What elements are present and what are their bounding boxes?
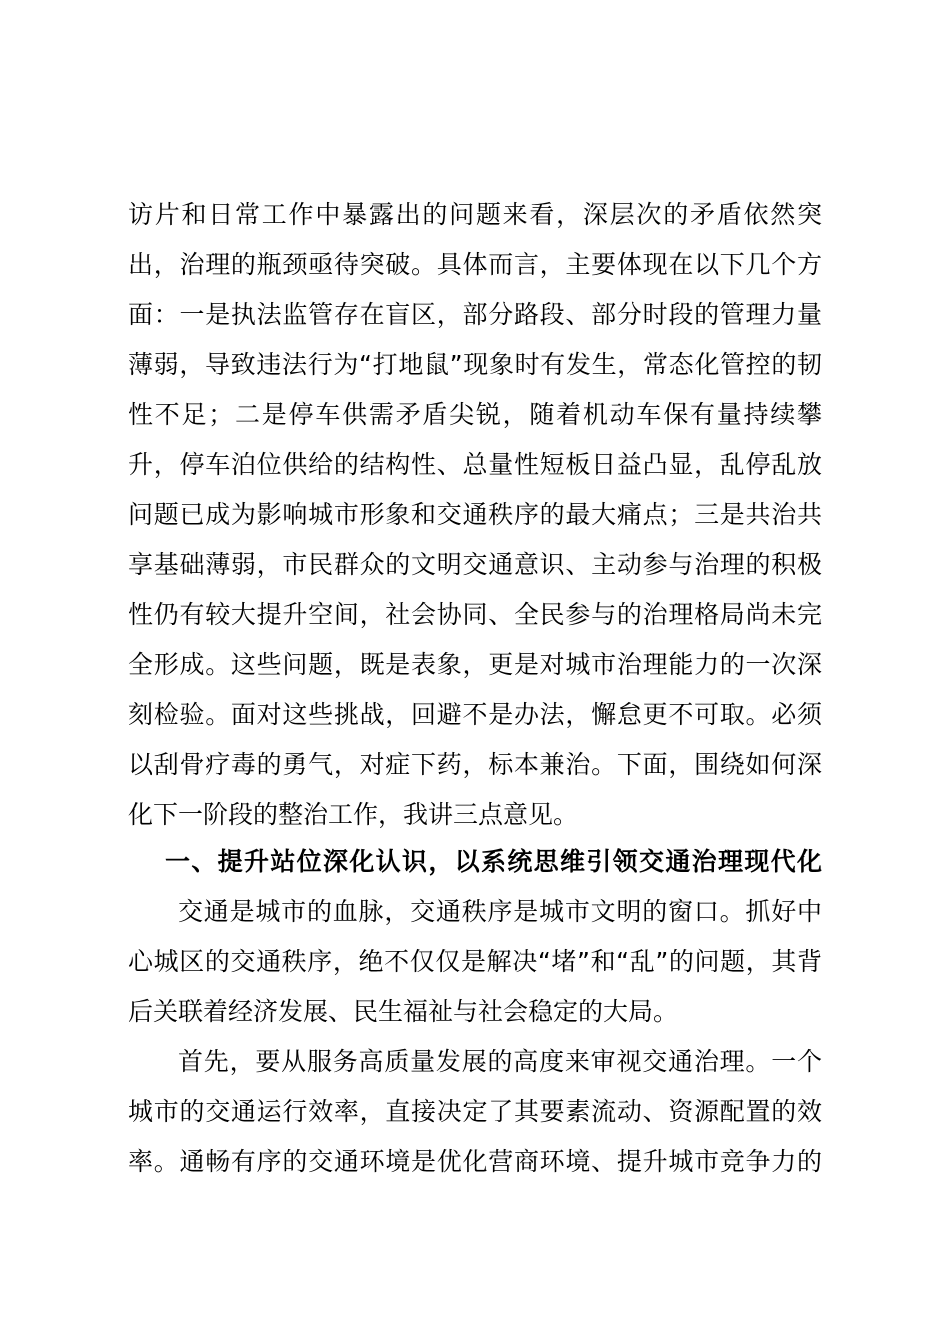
text-line: 问题已成为影响城市形象和交通秩序的最大痛点；三是共治共 [128,500,822,529]
text-line: 性仍有较大提升空间，社会协同、全民参与的治理格局尚未完 [128,600,822,629]
text-line: 城市的交通运行效率，直接决定了其要素流动、资源配置的效 [128,1097,822,1126]
text-line: 出，治理的瓶颈亟待突破。具体而言，主要体现在以下几个方 [128,250,822,279]
text-line: 率。通畅有序的交通环境是优化营商环境、提升城市竞争力的 [128,1147,822,1176]
text-line: 化下一阶段的整治工作，我讲三点意见。 [128,800,579,829]
text-line: 享基础薄弱，市民群众的文明交通意识、主动参与治理的积极 [128,550,822,579]
text-line: 全形成。这些问题，既是表象，更是对城市治理能力的一次深 [128,650,822,679]
text-line: 访片和日常工作中暴露出的问题来看，深层次的矛盾依然突 [128,200,822,229]
text-line: 心城区的交通秩序，绝不仅仅是解决“堵”和“乱”的问题，其背 [128,947,822,976]
text-line: 以刮骨疗毒的勇气，对症下药，标本兼治。下面，围绕如何深 [128,750,822,779]
text-line: 薄弱，导致违法行为“打地鼠”现象时有发生，常态化管控的韧 [128,350,822,379]
text-line: 交通是城市的血脉，交通秩序是城市文明的窗口。抓好中 [178,897,822,926]
text-line: 升，停车泊位供给的结构性、总量性短板日益凸显，乱停乱放 [128,450,822,479]
text-line: 后关联着经济发展、民生福祉与社会稳定的大局。 [128,997,679,1026]
text-line: 刻检验。面对这些挑战，回避不是办法，懈怠更不可取。必须 [128,700,822,729]
text-line: 首先，要从服务高质量发展的高度来审视交通治理。一个 [178,1047,822,1076]
text-line: 面：一是执法监管存在盲区，部分路段、部分时段的管理力量 [128,300,822,329]
section-heading: 一、提升站位深化认识，以系统思维引领交通治理现代化 [165,847,822,876]
text-line: 性不足；二是停车供需矛盾尖锐，随着机动车保有量持续攀 [128,400,822,429]
